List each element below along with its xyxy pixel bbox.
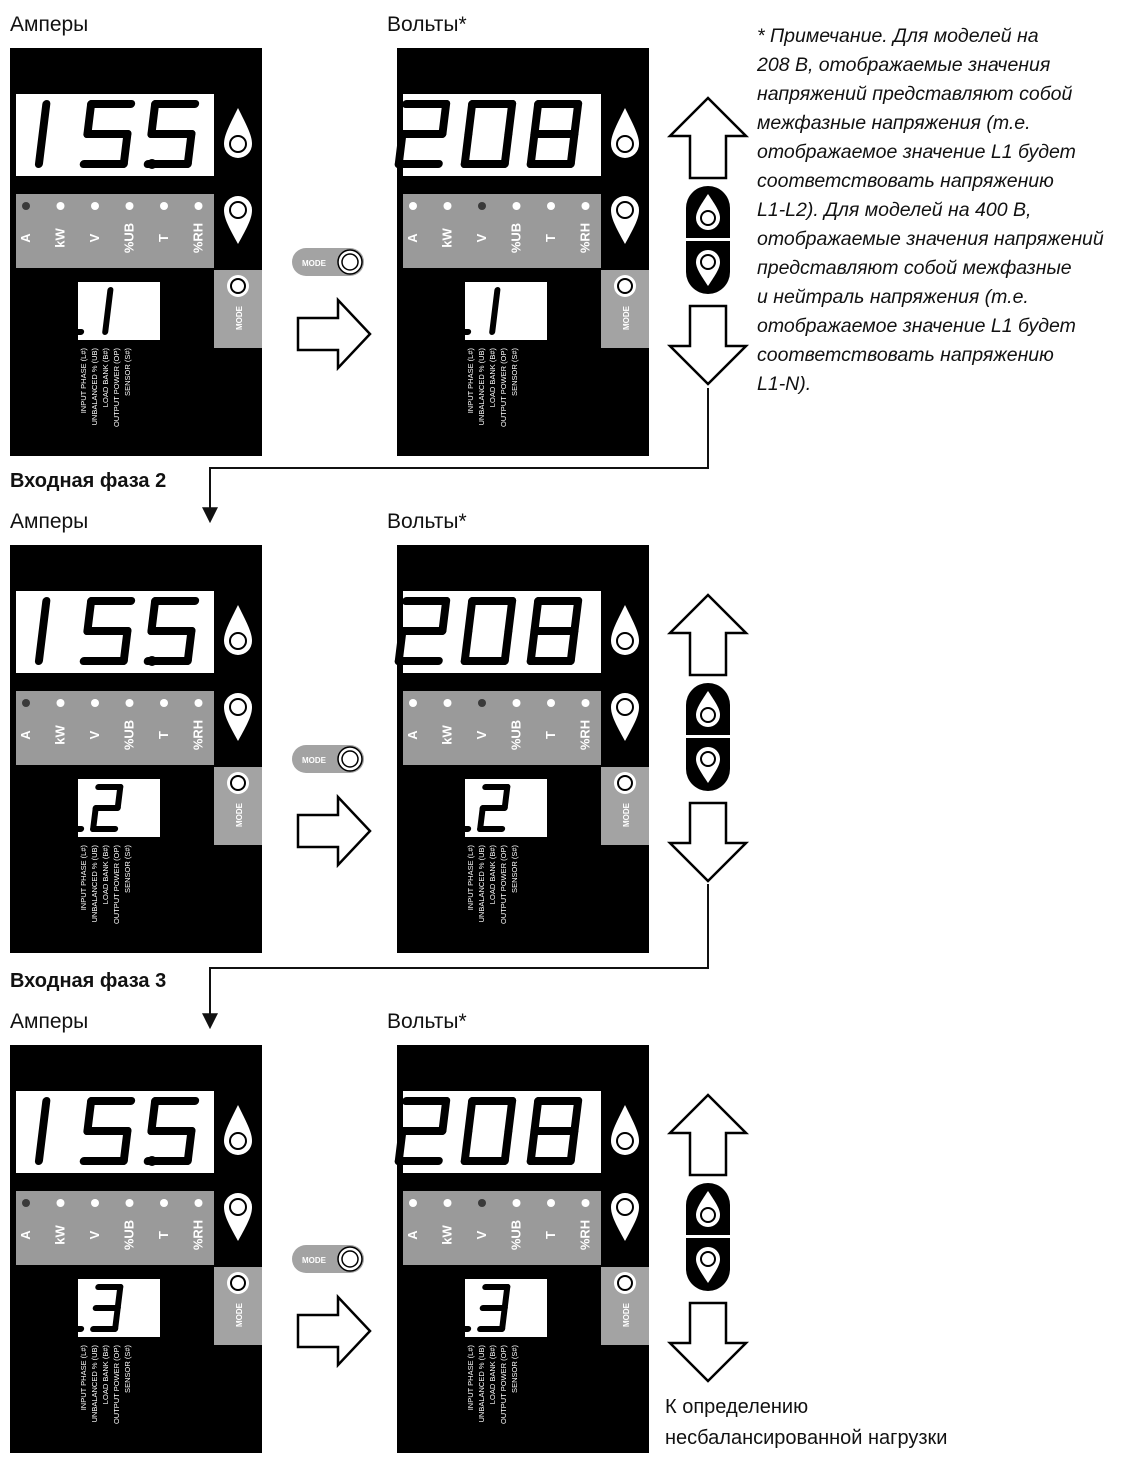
segment: [93, 808, 96, 829]
segment: [446, 1308, 449, 1329]
indicator-label: V: [87, 233, 102, 243]
indicator-label: A: [18, 233, 33, 243]
mode-pill-button-inner: [342, 751, 358, 767]
rocker-divider: [686, 1235, 730, 1238]
indicator-label: V: [87, 730, 102, 740]
volts-heading: Вольты*: [387, 510, 467, 533]
note-line: отображаемое значение L1 будет: [757, 315, 1076, 337]
rocker-up-icon: [701, 211, 715, 225]
indicator-label: %RH: [577, 719, 593, 751]
segment: [505, 134, 509, 164]
volts-heading: Вольты*: [387, 13, 467, 36]
indicator-led-v: [91, 1199, 99, 1207]
mode-button-icon: [231, 279, 245, 293]
input-phase-heading: Входная фаза 2: [10, 470, 167, 492]
volts-heading: Вольты*: [387, 1010, 467, 1033]
indicator-led-t: [160, 699, 168, 707]
indicator-led-pct-ub: [513, 202, 521, 210]
mode-press-indicator: [292, 248, 364, 276]
volts-display-panel: [397, 48, 649, 456]
down-button-icon: [617, 1199, 633, 1215]
mode-pill-label: MODE: [302, 1256, 326, 1265]
segment: [151, 104, 155, 134]
segment: [571, 631, 575, 661]
indicator-label: kW: [439, 725, 455, 745]
indicator-label: T: [156, 731, 171, 739]
amps-display-panel: [10, 545, 262, 953]
submode-label: LOAD BANK (B#): [488, 348, 497, 408]
indicator-label: A: [405, 233, 420, 243]
indicator-led-v: [91, 202, 99, 210]
input-phase-heading: Входная фаза 3: [10, 970, 167, 992]
segment: [442, 1101, 446, 1131]
indicator-led-t: [547, 202, 555, 210]
main-display: [16, 94, 214, 176]
indicator-led-v: [478, 1199, 486, 1207]
down-arrow-icon: [670, 306, 746, 384]
segment: [571, 1131, 575, 1161]
indicator-label: T: [156, 234, 171, 242]
segment: [188, 1131, 192, 1161]
segment: [505, 787, 508, 808]
navigation-keys: [670, 98, 746, 384]
up-button-icon: [230, 1133, 246, 1149]
main-display: [16, 591, 214, 673]
down-button-icon: [230, 699, 246, 715]
amps-heading: Амперы: [10, 1010, 89, 1033]
mode-label: MODE: [235, 1303, 244, 1327]
indicator-led-kw: [444, 1199, 452, 1207]
submode-label: LOAD BANK (B#): [101, 1345, 110, 1405]
mode-pill-button-inner: [342, 1251, 358, 1267]
segment: [87, 1101, 91, 1131]
amps-display-panel: [10, 48, 262, 456]
indicator-label: %RH: [577, 1219, 593, 1251]
indicator-led-a: [22, 699, 30, 707]
submode-label: SENSOR (S#): [123, 1345, 132, 1393]
segment: [188, 134, 192, 164]
segment: [62, 1287, 65, 1308]
indicator-led-kw: [444, 202, 452, 210]
submode-label: UNBALANCED % (UB): [90, 348, 99, 426]
mode-button-icon: [231, 776, 245, 790]
segment: [574, 104, 578, 134]
amps-display-panel: [10, 1045, 262, 1453]
indicator-led-a: [409, 1199, 417, 1207]
segment: [534, 601, 538, 631]
note-line: L1-L2). Для моделей на 400 В,: [757, 199, 1032, 221]
mode-press-indicator: [292, 1245, 364, 1273]
rocker-down-icon: [701, 255, 715, 269]
segment: [87, 601, 91, 631]
submode-label: INPUT PHASE (L#): [79, 348, 88, 414]
indicator-led-pct-rh: [582, 699, 590, 707]
indicator-label: T: [543, 1231, 558, 1239]
submode-label: SENSOR (S#): [123, 845, 132, 893]
submode-label: LOAD BANK (B#): [488, 845, 497, 905]
indicator-led-pct-rh: [195, 699, 203, 707]
segment: [442, 601, 446, 631]
segment: [124, 1131, 128, 1161]
segment: [480, 808, 483, 829]
submode-label: OUTPUT POWER (OP): [499, 845, 508, 925]
segment: [534, 1101, 538, 1131]
indicator-label: %RH: [577, 222, 593, 254]
submode-label: SENSOR (S#): [510, 1345, 519, 1393]
segment: [446, 808, 449, 829]
rocker-down-icon: [701, 1252, 715, 1266]
navigation-keys: [670, 1095, 746, 1381]
indicator-label: A: [405, 1230, 420, 1240]
indicator-label: V: [474, 730, 489, 740]
indicator-label: kW: [52, 725, 68, 745]
rocker-divider: [686, 238, 730, 241]
note-line: и нейтраль напряжения (т.е.: [757, 286, 1029, 308]
segment: [62, 290, 65, 311]
note-line: межфазные напряжения (т.е.: [757, 112, 1031, 134]
indicator-strip: [403, 194, 601, 268]
segment: [188, 631, 192, 661]
indicator-strip: [16, 691, 214, 765]
submode-label: UNBALANCED % (UB): [477, 348, 486, 426]
up-button-icon: [230, 633, 246, 649]
main-display: [399, 591, 601, 673]
note-line: отображаемое значение L1 будет: [757, 141, 1076, 163]
segment: [574, 1101, 578, 1131]
submode-label: LOAD BANK (B#): [488, 1345, 497, 1405]
segment: [531, 631, 535, 661]
up-button-icon: [617, 136, 633, 152]
submode-label: OUTPUT POWER (OP): [499, 1345, 508, 1425]
mode-pill-label: MODE: [302, 756, 326, 765]
segment: [531, 1131, 535, 1161]
next-step-label: [665, 1392, 947, 1454]
main-display: [16, 1091, 214, 1173]
segment: [571, 134, 575, 164]
voltage-footnote: [757, 22, 1142, 399]
indicator-led-v: [478, 202, 486, 210]
segment: [399, 134, 403, 164]
submode-label: SENSOR (S#): [510, 348, 519, 396]
indicator-label: kW: [52, 228, 68, 248]
submode-label: OUTPUT POWER (OP): [112, 845, 121, 925]
indicator-led-a: [22, 1199, 30, 1207]
down-arrow-icon: [670, 803, 746, 881]
mode-pill-button-inner: [342, 254, 358, 270]
mode-button-icon: [231, 1276, 245, 1290]
indicator-led-a: [22, 202, 30, 210]
segment: [505, 1131, 509, 1161]
segment: [465, 1131, 469, 1161]
submode-label: OUTPUT POWER (OP): [112, 1345, 121, 1425]
segment: [574, 601, 578, 631]
submode-label: SENSOR (S#): [123, 348, 132, 396]
note-line: напряжений представляют собой: [757, 83, 1073, 105]
segment: [508, 601, 512, 631]
up-button-icon: [617, 633, 633, 649]
indicator-label: kW: [439, 228, 455, 248]
indicator-label: A: [18, 1230, 33, 1240]
mode-label: MODE: [622, 803, 631, 827]
segment: [449, 290, 452, 311]
indicator-label: %UB: [121, 719, 137, 751]
segment: [449, 1287, 452, 1308]
segment: [151, 1101, 155, 1131]
down-arrow-icon: [670, 1303, 746, 1381]
segment: [59, 808, 62, 829]
indicator-led-pct-ub: [513, 699, 521, 707]
rocker-up-icon: [701, 1208, 715, 1222]
submode-label: INPUT PHASE (L#): [466, 845, 475, 911]
indicator-led-pct-rh: [582, 202, 590, 210]
note-line: представляют собой межфазные: [757, 257, 1072, 279]
down-button-icon: [230, 202, 246, 218]
note-line: L1-N).: [757, 373, 812, 395]
indicator-led-t: [547, 699, 555, 707]
indicator-led-pct-rh: [582, 1199, 590, 1207]
indicator-led-pct-ub: [126, 699, 134, 707]
indicator-label: V: [474, 1230, 489, 1240]
indicator-led-pct-ub: [126, 1199, 134, 1207]
note-line: соответствовать напряжению: [757, 344, 1054, 366]
up-arrow-icon: [670, 595, 746, 675]
indicator-label: %RH: [190, 1219, 206, 1251]
segment: [87, 104, 91, 134]
segment: [124, 134, 128, 164]
submode-label: OUTPUT POWER (OP): [499, 348, 508, 428]
submode-label: SENSOR (S#): [510, 845, 519, 893]
down-button-icon: [617, 202, 633, 218]
indicator-led-pct-ub: [126, 202, 134, 210]
rocker-down-icon: [701, 752, 715, 766]
indicator-label: T: [543, 731, 558, 739]
note-line: соответствовать напряжению: [757, 170, 1054, 192]
segment: [502, 1308, 505, 1329]
segment: [115, 1308, 118, 1329]
next-mode-arrow: [298, 300, 370, 368]
indicator-led-kw: [57, 1199, 65, 1207]
submode-label: UNBALANCED % (UB): [90, 1345, 99, 1423]
segment: [505, 1287, 508, 1308]
indicator-label: T: [156, 1231, 171, 1239]
indicator-label: kW: [52, 1225, 68, 1245]
indicator-led-a: [409, 202, 417, 210]
mode-label: MODE: [622, 306, 631, 330]
indicator-led-kw: [57, 699, 65, 707]
mode-label: MODE: [235, 306, 244, 330]
indicator-label: kW: [439, 1225, 455, 1245]
mode-button-icon: [618, 776, 632, 790]
indicator-label: %RH: [190, 222, 206, 254]
rocker-divider: [686, 735, 730, 738]
segment: [124, 631, 128, 661]
indicator-led-pct-ub: [513, 1199, 521, 1207]
note-line: * Примечание. Для моделей на: [757, 25, 1039, 47]
indicator-label: %UB: [121, 222, 137, 254]
segment: [62, 787, 65, 808]
segment: [59, 1308, 62, 1329]
segment: [465, 631, 469, 661]
amps-heading: Амперы: [10, 13, 89, 36]
note-line: отображаемые значения напряжений: [757, 228, 1104, 250]
up-button-icon: [617, 1133, 633, 1149]
submode-label: UNBALANCED % (UB): [477, 1345, 486, 1423]
down-button-icon: [230, 1199, 246, 1215]
segment: [118, 1287, 121, 1308]
volts-display-panel: [397, 545, 649, 953]
navigation-keys: [670, 595, 746, 881]
indicator-led-t: [160, 202, 168, 210]
mode-pill-label: MODE: [302, 259, 326, 268]
submode-label: UNBALANCED % (UB): [477, 845, 486, 923]
indicator-led-t: [160, 1199, 168, 1207]
segment: [59, 311, 62, 332]
mode-button-icon: [618, 1276, 632, 1290]
indicator-label: %UB: [508, 222, 524, 254]
segment: [505, 631, 509, 661]
indicator-led-v: [478, 699, 486, 707]
indicator-label: %UB: [508, 1219, 524, 1251]
submode-label: LOAD BANK (B#): [101, 348, 110, 408]
main-display: [399, 94, 601, 176]
indicator-led-kw: [444, 699, 452, 707]
indicator-strip: [403, 1191, 601, 1265]
up-arrow-icon: [670, 98, 746, 178]
indicator-led-a: [409, 699, 417, 707]
note-line: 208 В, отображаемые значения: [757, 54, 1051, 76]
segment: [399, 1131, 403, 1161]
segment: [508, 104, 512, 134]
submode-label: LOAD BANK (B#): [101, 845, 110, 905]
down-button-icon: [617, 699, 633, 715]
main-display: [399, 1091, 601, 1173]
indicator-strip: [403, 691, 601, 765]
mode-button-icon: [618, 279, 632, 293]
submode-label: UNBALANCED % (UB): [90, 845, 99, 923]
indicator-label: V: [474, 233, 489, 243]
segment: [534, 104, 538, 134]
rocker-up-icon: [701, 708, 715, 722]
segment: [449, 787, 452, 808]
next-step-line: несбалансированной нагрузки: [665, 1427, 948, 1449]
submode-label: INPUT PHASE (L#): [79, 1345, 88, 1411]
indicator-led-v: [91, 699, 99, 707]
indicator-led-pct-rh: [195, 1199, 203, 1207]
mode-label: MODE: [235, 803, 244, 827]
next-mode-arrow: [298, 1297, 370, 1365]
segment: [468, 1101, 472, 1131]
submode-label: INPUT PHASE (L#): [466, 1345, 475, 1411]
segment: [118, 787, 121, 808]
up-button-icon: [230, 136, 246, 152]
indicator-label: %UB: [121, 1219, 137, 1251]
next-step-line: К определению: [665, 1396, 809, 1418]
indicator-label: %RH: [190, 719, 206, 751]
next-mode-arrow: [298, 797, 370, 865]
submode-label: OUTPUT POWER (OP): [112, 348, 121, 428]
indicator-strip: [16, 194, 214, 268]
segment: [531, 134, 535, 164]
segment: [468, 601, 472, 631]
indicator-led-t: [547, 1199, 555, 1207]
indicator-label: T: [543, 234, 558, 242]
indicator-label: A: [18, 730, 33, 740]
amps-heading: Амперы: [10, 510, 89, 533]
up-arrow-icon: [670, 1095, 746, 1175]
submode-label: INPUT PHASE (L#): [79, 845, 88, 911]
segment: [151, 601, 155, 631]
indicator-label: %UB: [508, 719, 524, 751]
submode-label: INPUT PHASE (L#): [466, 348, 475, 414]
indicator-label: V: [87, 1230, 102, 1240]
indicator-label: A: [405, 730, 420, 740]
segment: [468, 104, 472, 134]
segment: [465, 134, 469, 164]
indicator-led-kw: [57, 202, 65, 210]
segment: [399, 631, 403, 661]
segment: [446, 311, 449, 332]
volts-display-panel: [397, 1045, 649, 1453]
indicator-strip: [16, 1191, 214, 1265]
segment: [508, 1101, 512, 1131]
mode-label: MODE: [622, 1303, 631, 1327]
segment: [442, 104, 446, 134]
mode-press-indicator: [292, 745, 364, 773]
indicator-led-pct-rh: [195, 202, 203, 210]
